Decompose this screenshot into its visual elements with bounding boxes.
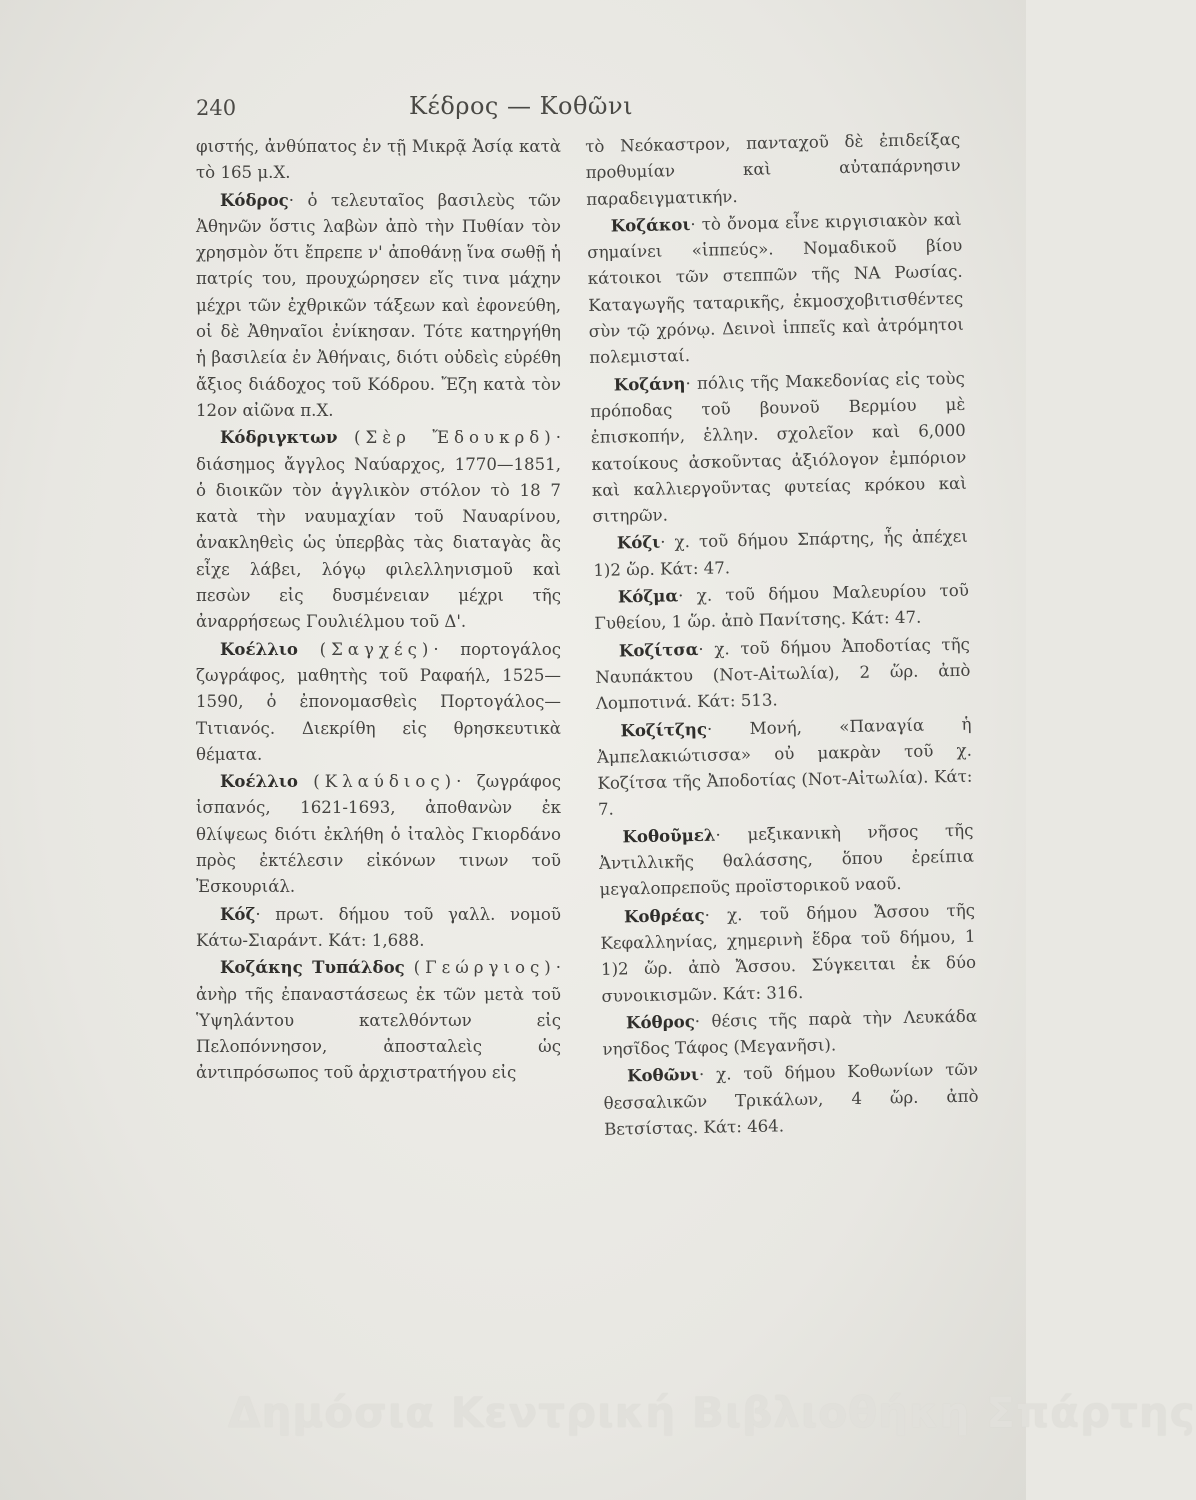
definition: · ἀνὴρ τῆς ἐπαναστάσεως ἐκ τῶν μετὰ τοῦ Ὑψηλάντου κατελθόντων εἰς Πελοπόννησον, ἀποσταλεὶς ὡς ἀντιπρόσωπος τοῦ ἀρχιστρατήγου εἰς [196, 958, 561, 1083]
headword: Κοθῶνι [626, 1064, 700, 1086]
spaced-name: (Σαγχές) [319, 639, 434, 659]
headword: Κόδρος [220, 189, 289, 210]
headword: Κόθρος [625, 1010, 696, 1033]
definition: · ὁ τελευταῖος βασιλεὺς τῶν Ἀθηνῶν ὅστις λαβὼν ἀπὸ τὴν Πυθίαν τὸν χρησμὸν ὅτι ἔπρεπε ν' ἀποθάνῃ ἵνα σωθῇ ἡ πατρίς του, προυχώρησεν εἴς τινα μάχην μέχρι τῶν ἐχθρικῶν τάξεων καὶ ἐφονεύθη, οἱ δὲ Ἀθηναῖοι ἐνίκησαν. Τότε κατηργήθη ἡ βασιλεία ἐν Ἀθήναις, διότι οὐδεὶς εὑρέθη ἄξιος διάδοχος τοῦ Κόδρου. Ἔζη κατὰ τὸν 12ον αἰῶνα π.Χ. [196, 190, 561, 420]
headword: Κοζάνη [613, 372, 686, 395]
entry-kozakis-typaldos [196, 954, 561, 1086]
definition: · χ. τοῦ δήμου Ἄσσου τῆς Κεφαλληνίας, χημερινὴ ἕδρα τοῦ δήμου, 1 1)2 ὥρ. ἀπὸ Ἄσσου. Σύγκειται ἐκ δύο συνοικισμῶν. Κάτ: 316. [600, 900, 977, 1006]
spaced-name: (Σὲρ Ἔδουκρδ) [353, 428, 556, 448]
entry-kozi [593, 523, 969, 584]
entry-kothreas [600, 896, 977, 1009]
definition: · πορτογάλος ζωγράφος, μαθητὴς τοῦ Ραφαήλ, 1525—1590, ὁ ἐπονομασθεὶς Πορτογάλος—Τιτιανός. Διεκρίθη εἰς θρησκευτικὰ θέματα. [196, 639, 561, 764]
entry-koellio-klaudios [196, 768, 561, 900]
entry-continuation: φιστής, ἀνθύπατος ἐν τῇ Μικρᾷ Ἀσίᾳ κατὰ τὸ 165 μ.Χ. [196, 137, 561, 183]
definition: · τὸ ὄνομα εἶνε κιργισιακὸν καὶ σημαίνει «ἱππεύς». Νομαδικοῦ βίου κάτοικοι τῶν στεππῶν τῆς ΝΑ Ρωσίας. Καταγωγῆς ταταρικῆς, ἐκμοσχοβιτισθέντες σὺν τῷ χρόνῳ. Δεινοὶ ἱππεῖς καὶ ἀτρόμητοι πολεμισταί. [587, 209, 964, 368]
entry-kozani [590, 364, 968, 530]
entry-kozakoi [587, 206, 965, 372]
entry-kozitzis [596, 710, 973, 823]
headword: Κοθρέας [623, 904, 705, 927]
entry-koellio-sagches [196, 636, 561, 768]
headword: Κοζίτζης [620, 718, 708, 740]
definition: · χ. τοῦ δήμου Σπάρτης, ἧς ἀπέχει 1)2 ὥρ. Κάτ: 47. [593, 527, 968, 580]
definition: · Μονή, «Παναγία ἡ Ἀμπελακιώτισσα» οὐ μακρὰν τοῦ χ. Κοζίτσα τῆς Ἀποδοτίας (Νοτ-Αἰτωλία). Κάτ: 7. [596, 714, 973, 820]
spaced-name: (Κλαύδιος) [313, 772, 457, 792]
left-column [196, 134, 561, 1087]
headword: Κοζάκης Τυπάλδος [220, 957, 405, 978]
entry-kozma [594, 577, 970, 638]
entry-kothoumel [598, 816, 974, 903]
entry-koz [196, 901, 561, 955]
headword: Κοέλλιο [220, 771, 298, 792]
headword: Κόδριγκτων [220, 427, 338, 448]
entry-kodros [196, 187, 561, 425]
definition: · θέσις τῆς παρὰ τὴν Λευκάδα νησῖδος Τάφος (Μεγανῆσι). [602, 1006, 978, 1059]
headword: Κοζάκοι [610, 213, 691, 236]
definition: · χ. τοῦ δήμου Ἀποδοτίας τῆς Ναυπάκτου (Νοτ-Αἰτωλία), 2 ὥρ. ἀπὸ Λομποτινά. Κάτ: 513. [595, 634, 971, 714]
entry-kothros [602, 1002, 978, 1063]
definition: · πρωτ. δήμου τοῦ γαλλ. νομοῦ Κάτω-Σιαράντ. Κάτ: 1,688. [196, 904, 561, 950]
definition: · χ. τοῦ δήμου Κοθωνίων τῶν θεσσαλικῶν Τρικάλων, 4 ὥρ. ἀπὸ Βετσίστας. Κάτ: 464. [603, 1060, 979, 1139]
definition: · διάσημος ἄγγλος Ναύαρχος, 1770—1851, ὁ διοικῶν τὸν ἀγγλικὸν στόλον τὸ 18 7 κατὰ τὴν ναυμαχίαν τοῦ Ναυαρίνου, ἀνακληθεὶς ὡς ὑπερβὰς τὰς διαταγὰς ἃς εἶχε λάβει, λόγῳ φιλελληνισμοῦ καὶ πεσὼν εἰς δυσμένειαν μέχρι τῆς ἀναρρήσεως Γουλιέλμου τοῦ Δ'. [196, 428, 561, 632]
page-number: 240 [196, 96, 237, 120]
headword: Κοζίτσα [618, 638, 699, 661]
entry-kodrigkton [196, 424, 561, 635]
headword: Κοέλλιο [220, 638, 298, 659]
library-watermark: Δημόσια Κεντρική Βιβλιοθήκη Σπάρτης [228, 1388, 1196, 1437]
entry-continuation: τὸ Νεόκαστρον, πανταχοῦ δὲ ἐπιδείξας προθυμίαν καὶ αὐταπάρνησιν παραδειγματικήν. [585, 129, 961, 209]
entry-kozitsa [595, 630, 971, 717]
right-column [585, 127, 979, 1143]
headword: Κόζμα [617, 585, 679, 607]
definition: · πόλις τῆς Μακεδονίας εἰς τοὺς πρόποδας τοῦ βουνοῦ Βερμίου μὲ ἐπισκοπήν, ἑλλην. σχολεῖον καὶ 6,000 κατοίκους ἀσκοῦντας ἀξιόλογον ἐμπόριον καὶ καλλιεργοῦντας φυτείας κρόκου καὶ σιτηρῶν. [590, 368, 967, 527]
entry-kothoni [603, 1056, 979, 1143]
definition: · μεξικανικὴ νῆσος τῆς Ἀντιλλικῆς θαλάσσης, ὅπου ἐρείπια μεγαλοπρεποῦς προϊστορικοῦ ναοῦ. [598, 820, 975, 900]
spaced-name: (Γεώργιος) [413, 958, 556, 978]
headword: Κόζι [616, 532, 661, 553]
headword: Κοθοῦμελ [622, 824, 716, 847]
running-title: Κέδρος — Κοθῶνι [409, 92, 633, 120]
definition: · ζωγράφος ἱσπανός, 1621-1693, ἀποθανὼν ἐκ θλίψεως διότι ἐκλήθη ὁ ἰταλὸς Γκιορδάνο πρὸς ἐκτέλεσιν εἰκόνων τινων τοῦ Ἐσκουριάλ. [196, 772, 561, 897]
definition: · χ. τοῦ δήμου Μαλευρίου τοῦ Γυθείου, 1 ὥρ. ἀπὸ Πανίτσης. Κάτ: 47. [594, 580, 970, 634]
page-header [196, 92, 846, 132]
headword: Κόζ [220, 903, 256, 924]
